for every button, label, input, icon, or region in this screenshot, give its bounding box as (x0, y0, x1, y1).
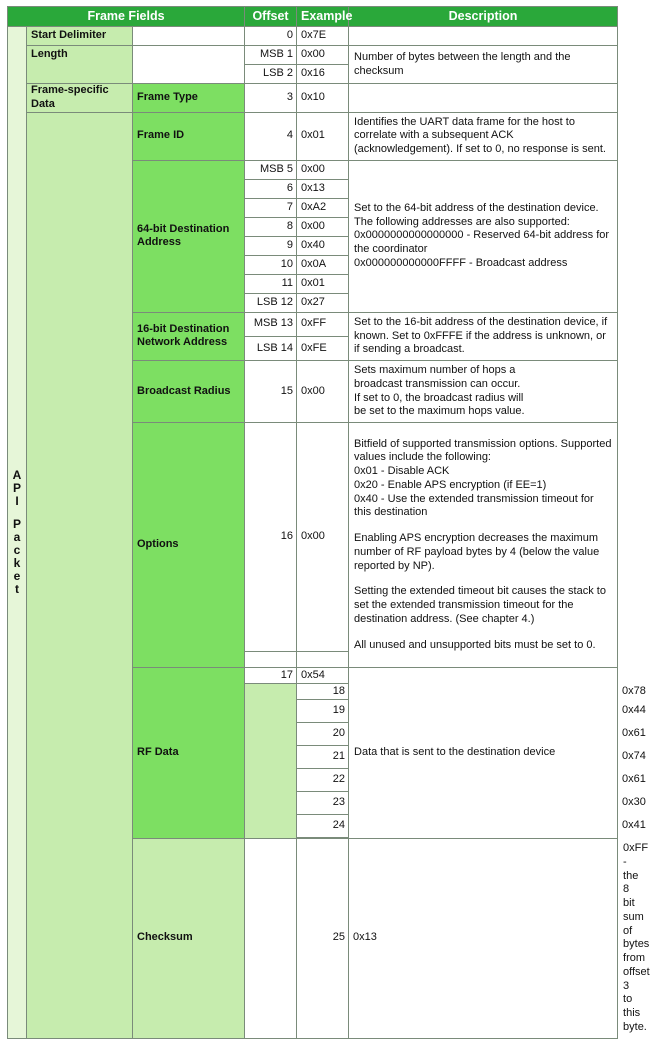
example-cell: 0x54 (297, 668, 349, 684)
example-cell: 0x01 (297, 274, 349, 293)
header-example: Example (297, 7, 349, 27)
example-cell: 0x13 (349, 839, 618, 1039)
side-letter: c (13, 542, 21, 557)
start-delimiter-label: Start Delimiter (27, 27, 133, 46)
description-text: 0x40 - Use the extended transmission timeout for this destination (354, 492, 594, 519)
offset-cell: LSB 14 (245, 336, 297, 360)
side-letter: P (12, 516, 21, 531)
example-cell: 0x13 (297, 179, 349, 198)
api-packet-side-label (8, 27, 27, 1039)
header-offset: Offset (245, 7, 297, 27)
description-text: 0x000000000000FFFF - Broadcast address (354, 256, 568, 269)
side-letter: e (13, 568, 21, 583)
example-cell: 0x01 (297, 112, 349, 160)
example-cell: 0x27 (297, 293, 349, 312)
options-description (349, 423, 618, 668)
frame-id-label: Frame ID (133, 112, 245, 160)
frame-specific-data-label: Frame-specific Data (27, 84, 133, 113)
dest64-description (349, 160, 618, 312)
offset-cell: MSB 5 (245, 160, 297, 179)
offset-cell: LSB 12 (245, 293, 297, 312)
example-cell: 0x00 (297, 423, 349, 652)
offset-cell: 25 (297, 839, 349, 1039)
example-cell: 0x0A (297, 255, 349, 274)
broadcast-radius-description (349, 361, 618, 423)
description-text: Bitfield of supported transmission options. Supported values include the following: (354, 437, 612, 464)
offset-cell: 20 (297, 723, 349, 746)
rf-data-row: 21 0x74 (8, 746, 618, 769)
rf-data-row: 23 0x30 (8, 792, 618, 815)
offset-cell: 21 (297, 746, 349, 769)
description-text: Enabling APS encryption decreases the maximum number of RF payload bytes by 4 (below the value reported by NP). (354, 532, 600, 572)
example-cell: 0x16 (297, 65, 349, 84)
description-text: All unused and unsupported bits must be set to 0. (354, 638, 596, 651)
side-letter: k (13, 555, 21, 570)
offset-cell: 19 (297, 700, 349, 723)
frame-type-row (8, 84, 618, 113)
length-row (8, 46, 618, 65)
header-description: Description (349, 7, 618, 27)
offset-cell: 23 (297, 792, 349, 815)
description-cell: Set to the 16-bit address of the destination device, if known. Set to 0xFFFE if the address is unknown, or if sending a broadcast. (349, 312, 618, 360)
options-label: Options (133, 423, 245, 668)
description-text: If set to 0, the broadcast radius will (354, 391, 524, 404)
offset-cell: 10 (245, 255, 297, 274)
example-cell: 0x40 (297, 236, 349, 255)
offset-cell: 7 (245, 198, 297, 217)
side-letter: A (12, 467, 22, 482)
offset-cell: LSB 2 (245, 65, 297, 84)
example-cell: 0xFE (297, 336, 349, 360)
offset-cell: 6 (245, 179, 297, 198)
rf-data-row: 20 0x61 (8, 723, 618, 746)
example-cell: 0x10 (297, 84, 349, 113)
rf-data-label: RF Data (133, 668, 245, 839)
example-cell: 0x00 (297, 361, 349, 423)
offset-cell: 22 (297, 769, 349, 792)
offset-cell: 11 (245, 274, 297, 293)
start-delimiter-row (8, 27, 618, 46)
description-cell (349, 27, 618, 46)
description-text: 0x20 - Enable APS encryption (if EE=1) (354, 478, 547, 491)
description-text: broadcast transmission can occur. (354, 377, 521, 390)
example-cell: 0x00 (297, 46, 349, 65)
example-cell: 0x00 (297, 217, 349, 236)
header-frame-fields: Frame Fields (8, 7, 245, 27)
offset-cell: MSB 1 (245, 46, 297, 65)
offset-cell: 18 (297, 684, 349, 700)
dest16-label: 16-bit Destination Network Address (133, 312, 245, 360)
description-cell: Data that is sent to the destination device (349, 668, 618, 839)
dest64-label: 64-bit Destination Address (133, 160, 245, 312)
broadcast-radius-label: Broadcast Radius (133, 361, 245, 423)
side-letter: P (12, 480, 21, 495)
checksum-label: Checksum (133, 839, 245, 1039)
description-text: Sets maximum number of hops a (354, 364, 516, 376)
description-text: Set to the 64-bit address of the destination device. The following addresses are also supported: (354, 201, 599, 228)
checksum-row: Checksum 25 0x13 0xFF - the 8 bit sum of bytes from offset 3 to this byte. (8, 839, 618, 1039)
offset-cell: 15 (245, 361, 297, 423)
description-text: be set to the maximum hops value. (354, 405, 525, 418)
description-cell (349, 84, 618, 113)
description-text: Setting the extended timeout bit causes the stack to set the extended transmission timeout for the destination address. (See chapter 4.) (354, 585, 606, 625)
offset-cell: 16 (245, 423, 297, 652)
example-cell: 0xFF (297, 312, 349, 336)
offset-cell: 9 (245, 236, 297, 255)
side-letter: t (15, 581, 19, 596)
frame-id-row (8, 112, 618, 160)
offset-cell: 17 (245, 668, 297, 684)
example-cell: 0x00 (297, 160, 349, 179)
rf-data-row: 19 0x44 (8, 700, 618, 723)
rf-data-row: 24 0x41 (8, 815, 618, 838)
offset-cell: 0 (245, 27, 297, 46)
length-label: Length (27, 46, 133, 84)
offset-cell: MSB 13 (245, 312, 297, 336)
frame-type-label: Frame Type (133, 84, 245, 113)
example-cell: 0xA2 (297, 198, 349, 217)
example-cell: 0x7E (297, 27, 349, 46)
description-cell: Identifies the UART data frame for the host to correlate with a subsequent ACK (acknowledgement). If set to 0, no response is sent. (349, 112, 618, 160)
side-letter: I (15, 493, 19, 508)
description-text: 0x01 - Disable ACK (354, 465, 450, 478)
description-text: 0x0000000000000000 - Reserved 64-bit address for the coordinator (354, 229, 610, 256)
offset-cell: 8 (245, 217, 297, 236)
offset-cell: 24 (297, 815, 349, 838)
rf-data-row: 18 0x78 (8, 684, 618, 700)
description-cell: Number of bytes between the length and the checksum (349, 46, 618, 84)
header-row (8, 7, 618, 27)
side-letter: a (13, 529, 21, 544)
rf-data-row: 22 0x61 (8, 769, 618, 792)
offset-cell: 3 (245, 84, 297, 113)
offset-cell: 4 (245, 112, 297, 160)
api-frame-table (7, 6, 650, 1039)
